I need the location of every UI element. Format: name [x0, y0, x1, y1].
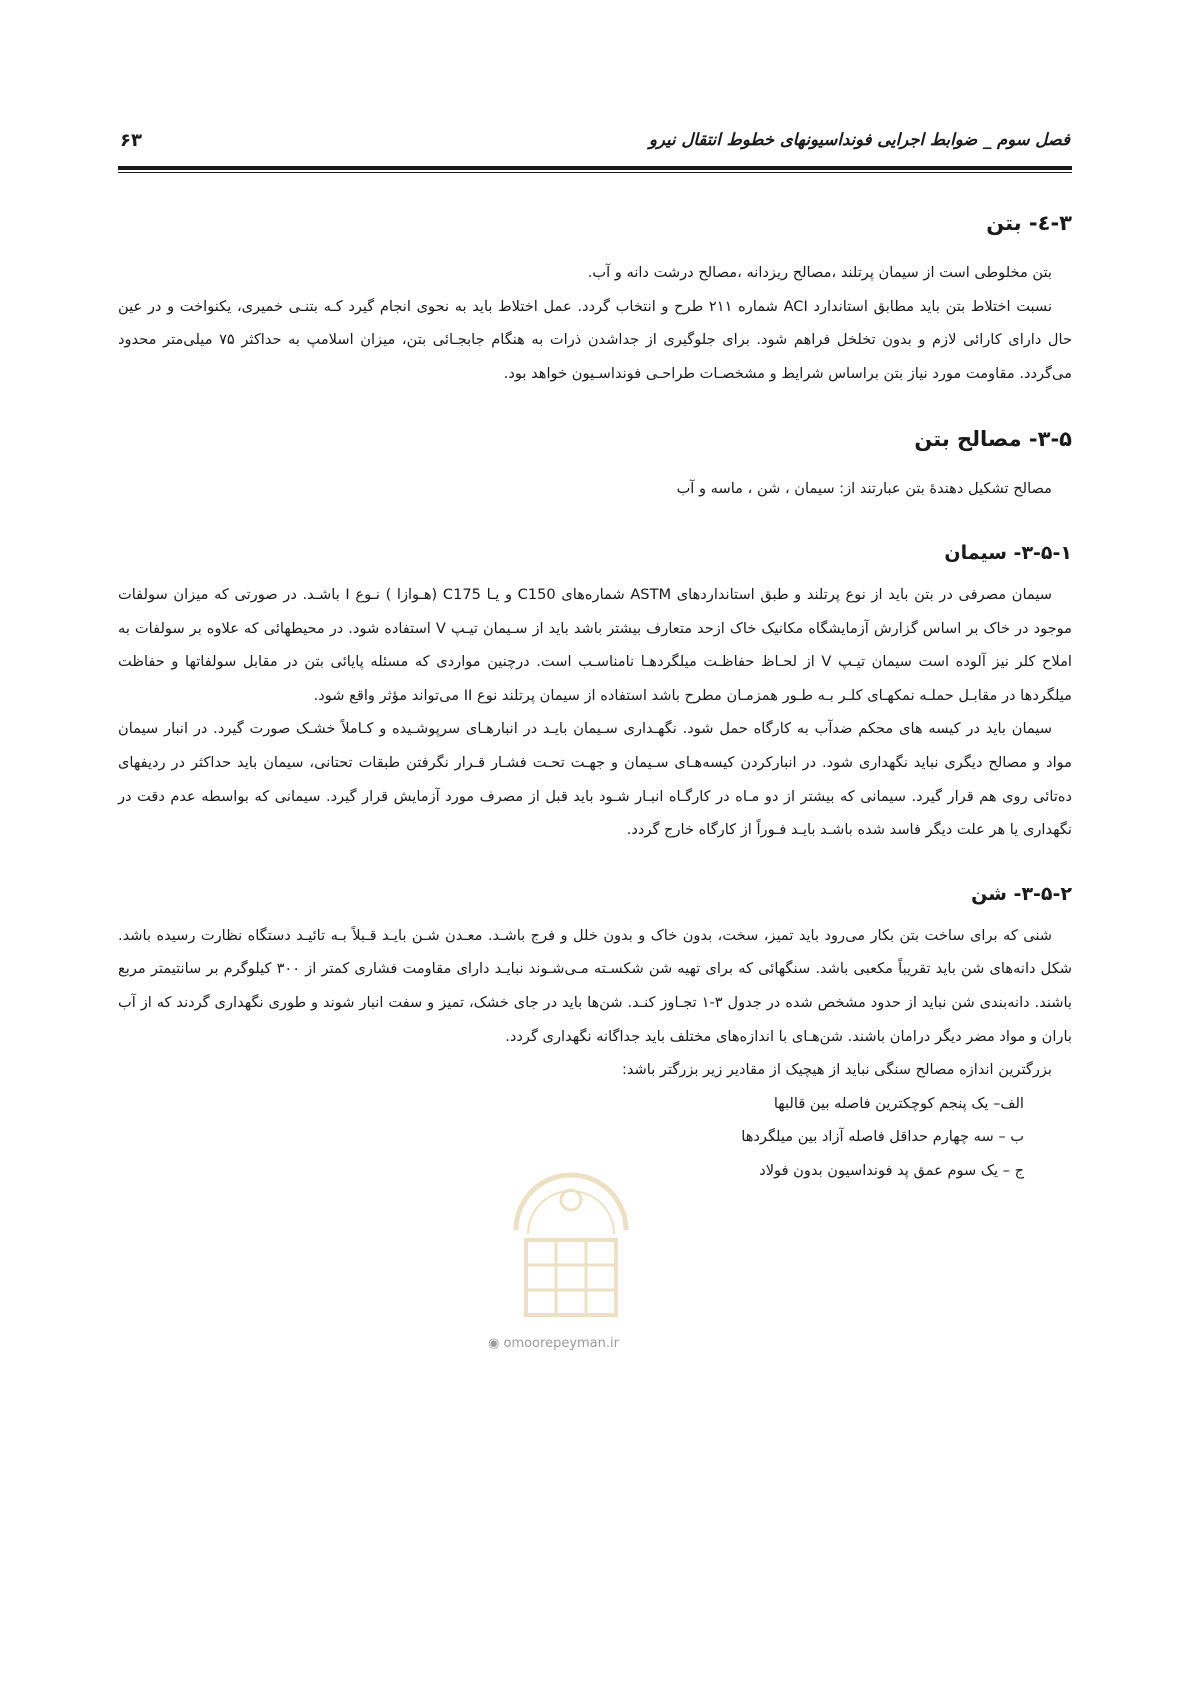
- header-rule-thin: [118, 172, 1072, 173]
- paragraph-concrete-mix: نسبت اختلاط بتن باید مطابق استاندارد ACI شماره ۲۱۱ طرح و انتخاب گردد. عمل اختلاط باید به نحوی انجام گیرد کـه بتنـی خمیری، یکنواخت و در عین حال دارای کارائی لازم و بدون تخلخل فراهم شود. برای جلوگیری از جداشدن ذرات به هنگام جابجـائی بتن، میزان اسلامپ به حداکثر ۷۵ میلی‌متر محدود می‌گردد. مقاومت مورد نیاز بتن براساس شرایط و مشخصـات طراحـی فونداسـیون خواهد بود.: [118, 297, 1072, 382]
- list-item: ب – سه چهارم حداقل فاصله آزاد بین میلگردها: [741, 1128, 1024, 1146]
- chapter-title: فصل سوم _ ضوابط اجرایی فونداسیونهای خطوط انتقال نیرو: [648, 130, 1070, 149]
- paragraph-gravel: شنی که برای ساخت بتن بکار می‌رود باید تمیز، سخت، بدون خاک و بدون خلل و فرج باشـد. معـدن شـن بایـد قـبلاً بـه تائیـد دستگاه نظارت رسیده باشد. شکل دانه‌های شن باید تقریباً مکعبی باشد. سنگهائی که برای تهیه شن شکسـته مـی‌شـوند نبایـد دارای مقاومت فشاری کمتر از ۳۰۰ کیلوگرم بر سانتیمتر مربع باشند. دانه‌بندی شن نباید از حدود مشخص شده در جدول ۳-۱ تجـاوز کنـد. شن‌ها باید در جای خشک، تمیز و سفت انبار شوند و طوری نگهداری گردند که از آب باران و مواد مضر دیگر درامان باشند. شن‌هـای با اندازه‌های مختلف باید جداگانه نگهداری گردد.: [118, 926, 1072, 1045]
- section-heading-concrete-materials: ۳-۵- مصالح بتن: [914, 427, 1072, 452]
- list-item: الف– یک پنجم کوچکترین فاصله بین قالبها: [773, 1094, 1024, 1112]
- watermark-site: ◉ omoorepeyman.ir: [488, 1336, 619, 1351]
- running-header: [120, 130, 1070, 164]
- section-heading-concrete: ۳-٤- بتن: [986, 211, 1072, 235]
- paragraph-cement-storage: سیمان باید در کیسه های محکم ضدآب به کارگاه حمل شود. نگهـداری سـیمان بایـد در انبارهـای سرپوشـیده و کـاملاً خشـک صورت گیرد. در انبار سیمان مواد و مصالح دیگری نباید نگهداری شود. در انبارکردن کیسه‌هـای سـیمان و جهـت تحـت فشـار قـرار نگرفتن طبقات تحتانی، سیمان باید حداکثر در ردیفهای ده‌تائی روی هم قرار گیرد. سیمانی که بیشتر از دو مـاه در کارگـاه انبـار شـود باید قبل از مصرف مورد آزمایش قرار گیرد. سیمانی که بواسطه عدم دقت در نگهداری یا هر علت دیگر فاسد شده باشـد بایـد فـوراً از کارگاه خارج گردد.: [118, 720, 1072, 839]
- aggregate-size-list: [118, 1087, 1072, 1188]
- header-rule: [118, 166, 1072, 170]
- list-item: ج – یک سوم عمق پد فونداسیون بدون فولاد: [759, 1161, 1024, 1179]
- page-content: [118, 208, 1072, 1187]
- paragraph-max-aggregate-size: بزرگترین اندازه مصالح سنگی نباید از هیچیک از مقادیر زیر بزرگتر باشد:: [621, 1061, 1052, 1079]
- page-number: ۶۳: [120, 130, 142, 151]
- paragraph-concrete-materials: مصالح تشکیل دهندهٔ بتن عبارتند از: سیمان ، شن ، ماسه و آب: [676, 480, 1052, 498]
- subsection-heading-cement: ۳-۵-۱- سیمان: [944, 541, 1072, 564]
- subsection-heading-gravel: ۳-۵-۲- شن: [971, 882, 1072, 905]
- paragraph-cement-type: سیمان مصرفی در بتن باید از نوع پرتلند و طبق استانداردهای ASTM شماره‌های C150 و یـا C175 (هـوازا ) نـوع I باشـد. در صورتی که میزان سولفات موجود در خاک بر اساس گزارش آزمایشگاه مکانیک خاک ازحد متعارف بیشتر باشد باید از سـیمان تیـپ V استفاده شود. در محیطهائی که علاوه بر سولفات به املاح کلر نیز آلوده است سیمان تیـپ V از لحـاظ حفاظـت میلگردهـا نامناسـب است. درچنین مواردی که مسئله پایائی بتن در مقابل سولفاتها و حفاظت میلگردها در مقابـل حملـه نمکهـای کلـر بـه طـور همزمـان مطرح باشد استفاده از سیمان پرتلند نوع II می‌تواند مؤثر واقع شود.: [118, 585, 1072, 704]
- paragraph-concrete-definition: بتن مخلوطی است از سیمان پرتلند ،مصالح ریزدانه ،مصالح درشت دانه و آب.: [587, 264, 1052, 281]
